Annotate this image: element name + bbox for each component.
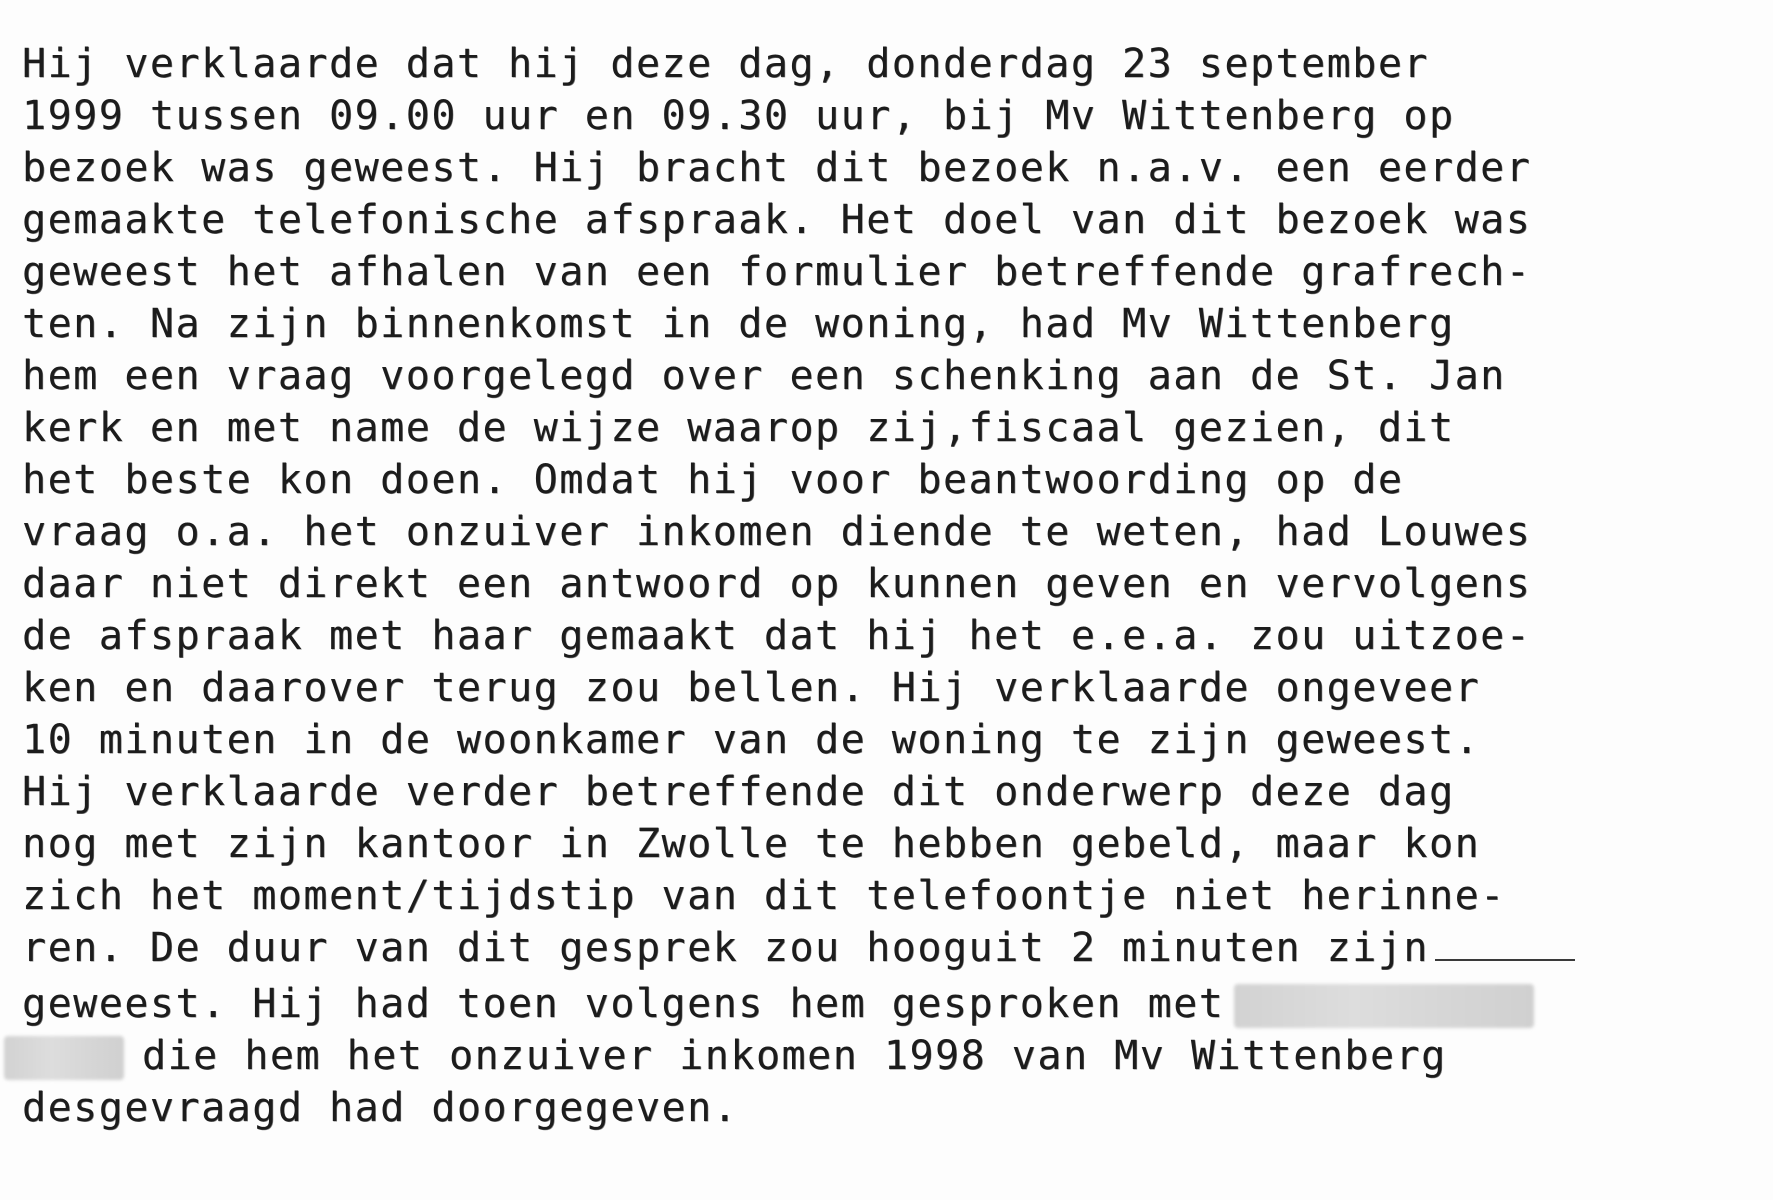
text-line: vraag o.a. het onzuiver inkomen diende te weten, had Louwes: [22, 509, 1532, 555]
text-line: Hij verklaarde dat hij deze dag, donderdag 23 september: [22, 41, 1430, 87]
text-line: kerk en met name de wijze waarop zij,fiscaal gezien, dit: [22, 405, 1455, 451]
text-line: geweest het afhalen van een formulier betreffende grafrech-: [22, 249, 1532, 295]
text-line-content: die hem het onzuiver inkomen 1998 van Mv Wittenberg: [142, 1033, 1447, 1079]
typed-statement-text: [22, 38, 1762, 1134]
text-line: 1999 tussen 09.00 uur en 09.30 uur, bij Mv Wittenberg op: [22, 93, 1455, 139]
text-line: het beste kon doen. Omdat hij voor beantwoording op de: [22, 457, 1404, 503]
redacted-name-block: [4, 1036, 124, 1080]
text-line: 10 minuten in de woonkamer van de woning te zijn geweest.: [22, 717, 1481, 763]
text-line-with-redaction: [22, 1030, 1762, 1082]
text-line: ken en daarover terug zou bellen. Hij verklaarde ongeveer: [22, 665, 1481, 711]
redacted-name-block: [1234, 984, 1534, 1028]
text-line: bezoek was geweest. Hij bracht dit bezoek n.a.v. een eerder: [22, 145, 1532, 191]
text-line: ten. Na zijn binnenkomst in de woning, had Mv Wittenberg: [22, 301, 1455, 347]
text-line-with-redaction: [22, 978, 1762, 1030]
text-line: zich het moment/tijdstip van dit telefoontje niet herinne-: [22, 873, 1506, 919]
text-line: hem een vraag voorgelegd over een schenking aan de St. Jan: [22, 353, 1506, 399]
page-break-rule: [1435, 959, 1575, 961]
text-line: gemaakte telefonische afspraak. Het doel van dit bezoek was: [22, 197, 1532, 243]
text-line: desgevraagd had doorgegeven.: [22, 1085, 739, 1131]
text-line-content: geweest. Hij had toen volgens hem gesproken met: [22, 981, 1225, 1027]
text-line: Hij verklaarde verder betreffende dit onderwerp deze dag: [22, 769, 1455, 815]
text-line: nog met zijn kantoor in Zwolle te hebben gebeld, maar kon: [22, 821, 1481, 867]
text-line: de afspraak met haar gemaakt dat hij het e.e.a. zou uitzoe-: [22, 613, 1532, 659]
text-line-content: ren. De duur van dit gesprek zou hooguit 2 minuten zijn: [22, 925, 1430, 971]
text-line: daar niet direkt een antwoord op kunnen geven en vervolgens: [22, 561, 1532, 607]
text-line-with-rule: [22, 922, 1762, 974]
